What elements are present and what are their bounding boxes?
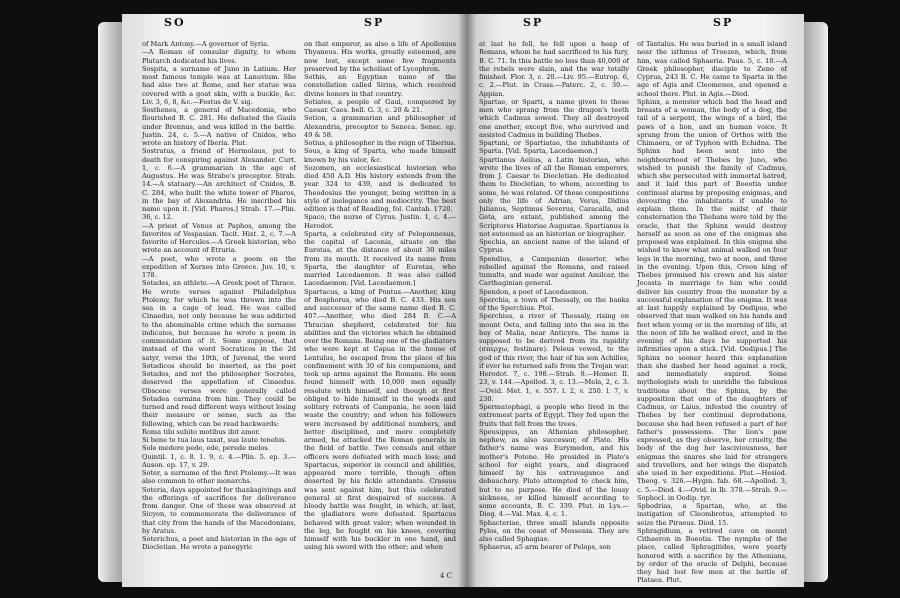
entry-paragraph: Sozomen, an ecclesiastical historian who died 450 A.D. His history extends from the year 324 to 439, and is dedicated to Theodosius the younger, being written in a style of inelegance and mediocrity. The best edition is that of Reading, fol. Cantab. 1720. xyxy=(304,163,456,213)
left-page-header-right: SP xyxy=(364,16,385,29)
entry-paragraph: Sperchia, a town of Thessaly, on the banks of the Sperchius. Ptol. xyxy=(479,295,629,312)
left-page-header-left: SO xyxy=(164,16,186,29)
book-gutter xyxy=(458,14,476,587)
entry-paragraph: of Tantalus. He was buried in a small island near the isthmus of Troezen, which, from him, was called Sphaeria. Paus. 5, c. 10.—A Greek philosopher, disciple to Zeno of Cyprus, 243 B. C. He came to Sparta in the age of Agis and Cleomenes, and opened a school there. Plut. in Agis.—Diod. xyxy=(637,40,787,98)
entry-paragraph: Sphodrias, a Spartan, who, at the instigation of Cleombrotus, attempted to seize the Piraeus. Diod. 15. xyxy=(637,502,787,527)
entry-paragraph: Sparta, a celebrated city of Peloponnesus, the capital of Laconia, situate on the Eurotas, at the distance of about 30 miles from its mouth. It received its name from Sparta, the daughter of Eurotas, who married Lacedaemon. It was also called Lacedaemon. [Vid. Lacedaemon.] xyxy=(304,229,456,288)
left-page-signature: 4 C xyxy=(440,572,453,580)
entry-paragraph: —A priest of Venus at Paphos, among the favorites of Vespasian. Tacit. Hist. 2, c. 7.—A favorite of Hercules.—A Greek historian, who wrote an account of Etruria. xyxy=(142,221,296,255)
entry-paragraph: Si bene te tua laus taxat, sua laute tenebis. xyxy=(142,436,287,444)
entry-paragraph: Spaco, the nurse of Cyrus. Justin. 1, c. 4.—Herodot. xyxy=(304,213,456,230)
entry-paragraph: Sostratus, a friend of Hermolaus, put to death for conspiring against Alexander. Curt. 1, c. 6.—A grammarian in the age of Augustus. He was Strabo's preceptor. Strab. 14.—A statuary.—An architect of Cnidos, B. C. 284, who built the white tower of Pharos, in the bay of Alexandria. He inscribed his name upon it. [Vid. Pharos.] Strab. 17.—Plin. 36, c. 12. xyxy=(142,147,296,222)
entry-paragraph: Sphinx, a monster which had the head and breasts of a woman, the body of a dog, the tail of a serpent, the wings of a bird, the paws of a lion, and an human voice. It sprang from the union of Orthos with the Chimaera, or of Typhon with Echidna. The Sphinx had been sent into the neighbourhood of Thebes by Juno, who wished to punish the family of Cadmus, which she persecuted with immortal hatred, and it laid this part of Boeotia under continual alarms by proposing enigmas, and devouring the inhabitants if unable to explain them. In the midst of their consternation the Thebans were told by the oracle, that the Sphinx would destroy herself as soon as one of the enigmas she proposed was explained. In this enigma she wished to know what animal walked on four legs in the morning, two at noon, and three in the evening. Upon this, Creon king of Thebes promised his crown and his sister Jocasta in marriage to him who could deliver his country from the monster by a successful explanation of the enigma. It was at last happily explained by Oedipus, who observed that man walked on his hands and feet when young or in the morning of life, at the noon of life he walked erect, and in the evening of his days he supported his infirmities upon a stick. [Vid. Oedipus.] The Sphinx no sooner heard this explanation than she dashed her head against a rock, and immediately expired. Some mythologists wish to unriddle the fabulous traditions about the Sphinx, by the supposition that one of the daughters of Cadmus, or Laius, infested the country of Thebes by her continual depredations, because she had been refused a part of her father's possessions. The lion's paw expressed, as they observe, her cruelty, the body of the dog her lasciviousness, her enigmas the snares she laid for strangers and travellers, and her wings the dispatch she used in her expeditions. Plut.—Hesiod. Theog. v. 326.—Hygin. fab. 68.—Apollod. 3, c. 5.—Diod. 4.—Ovid. in Ib. 378.—Strab. 9.—Sophocl. in Oedip. tyr. xyxy=(637,97,787,502)
right-page-column-1 xyxy=(479,40,629,576)
entry-paragraph: Spermatophagi, a people who lived in the extremest parts of Egypt. They fed upon the fruits that fell from the trees. xyxy=(479,403,629,428)
entry-paragraph: Spartacus, a king of Pontus.—Another, king of Bosphorus, who died B. C. 433. His son and successor of the same name died B. C. 407.—Another, who died 284 B. C.—A Thracian shepherd, celebrated for his abilities and the victories which he obtained over the Romans. Being one of the gladiators who were kept at Capua in the house of Lentulus, he escaped from the place of his confinement with 30 of his companions, and took up arms against the Romans. He soon found himself with 10,000 men equally resolute with himself, and though at first obliged to hide himself in the woods and solitary retreats of Campania, he soon laid waste the country; and when his followers were increased by additional numbers, and better disciplined, and more completely armed, he attacked the Roman generals in the field of battle. Two consuls and other officers were defeated with much loss; and Spartacus, superior in council and abilities, appeared more terrible, though often deserted by his fickle attendants. Crassus was sent against him, but this celebrated general at first despaired of success. A bloody battle was fought, in which, at last, the gladiators were defeated. Spartacus behaved with great valor; when wounded in the leg, he fought on his knees, covering himself with his buckler in one hand, and using his sword with the other; and when xyxy=(304,287,456,552)
entry-paragraph: Spechia, an ancient name of the island of Cyprus. xyxy=(479,238,629,255)
entry-paragraph: Sotades, an athlete.—A Greek poet of Thrace. He wrote verses against Philadelphus Ptolemy, for which he was thrown into the sea in a cage of lead. He was called Cinaedus, not only because he was addicted to the abominable crime which the surname indicates, but because he wrote a poem in commendation of it. Some suppose, that instead of the word Socraticos in the 2d satyr, verse the 10th, of Juvenal, the word Sotadicos should be inserted, as the poet Sotades, and not the philosopher Socrates, deserved the appellation of Cinaedus. Obscene verses were generally called Sotadea carmina from him. They could be turned and read different ways without losing their measure or sense, such as the following, which can be read backwards: xyxy=(142,279,296,428)
entry-paragraph: Spartianus Aelius, a Latin historian, who wrote the lives of all the Roman emperors, from J. Caesar to Diocletian. He dedicated them to Diocletian, to whom, according to some, he was related. Of these compositions only the life of Adrian, Verus, Didius Julianus, Septimus Severus, Caracalla, and Geta, are extant, published among the Scriptores Historiae Augustae. Spartianus is not esteemed as an historian or biographer. xyxy=(479,155,629,238)
entry-paragraph: Soterichus, a poet and historian in the age of Diocletian. He wrote a panegyric xyxy=(142,535,296,552)
entry-paragraph: —A Roman of consular dignity, to whom Plutarch dedicated his lives. xyxy=(142,48,296,65)
entry-paragraph: of Mark Antony.—A governor of Syria. xyxy=(142,40,270,48)
entry-paragraph: Sotion, a grammarian and philosopher of Alexandria, preceptor to Seneca. Senec. ep. 49 & 58. xyxy=(304,114,456,139)
entry-paragraph: Sperchius, a river of Thessaly, rising on mount Oeta, and falling into the sea in the bay of Malia, near Anticyra. The name is supposed to be derived from its rapidity (σπερχω, festinare). Peleus vowed, to the god of this river, the hair of his son Achilles, if ever he returned safe from the Trojan war. Herodot. 7, c. 198.—Strab. 9.—Homer. Il. 23, v. 144.—Apollod. 3, c. 13.—Mela, 2, c. 3.—Ovid. Met. 1, v. 557. l. 2, v. 250. l. 7, v. 230. xyxy=(479,312,629,403)
entry-paragraph: Sphacteriae, three small islands opposite Pylos, on the coast of Messenia. They are also called Sphagiae. xyxy=(479,518,629,543)
entry-paragraph: Sole medere pede, ede, perede melos. xyxy=(142,444,270,453)
right-page-header-right: SP xyxy=(713,16,734,29)
entry-paragraph: Roma tibi subito motibus ibit amor. xyxy=(142,427,260,436)
left-page xyxy=(122,14,467,587)
entry-paragraph: Spartani, or Spartiatae, the inhabitants of Sparta. [Vid. Sparta, Lacedaemon.] xyxy=(479,139,629,156)
entry-paragraph: Sospita, a surname of Juno in Latium. Her most famous temple was at Lanuvium. She had also two at Rome, and her statue was covered with a goat skin, with a buckle, &c. Liv. 3, 6, 8, &c.—Festus de V. sig. xyxy=(142,64,296,106)
entry-paragraph: Sotiates, a people of Gaul, conquered by Caesar. Caes. bell. G. 3, c. 20 & 21. xyxy=(304,97,456,114)
entry-paragraph: Soteria, days appointed for thanksgivings and the offerings of sacrifices for deliverance from danger. One of these was observed at Sicyon, to commemorate the deliverance of that city from the hands of the Macedonians, by Aratus. xyxy=(142,485,296,535)
left-page-column-2 xyxy=(304,40,456,576)
left-page-column-1 xyxy=(142,40,296,576)
right-page-edges xyxy=(800,22,828,582)
entry-paragraph: Spendius, a Campanian deserter, who rebelled against the Romans, and raised tumults, and made war against Amilcar, the Carthaginian general. xyxy=(479,254,629,288)
entry-paragraph: Sotius, a philosopher in the reign of Tiberius. xyxy=(304,139,456,147)
entry-paragraph: Spartae, or Sparti, a name given to those men who sprang from the dragon's teeth which Cadmus sowed. They all destroyed one another, except five, who survived and assisted Cadmus in building Thebes. xyxy=(479,97,629,139)
entry-paragraph: Sphaerus, a5 arm bearer of Pelops, son xyxy=(479,543,611,552)
entry-paragraph: Spendon, a poet of Lacedaemon. xyxy=(479,287,589,296)
entry-paragraph: Sosthenes, a general of Macedonia, who flourished B. C. 281. He defeated the Gauls under Brennus, and was killed in the battle. Justin. 24, c. 5.—A native of Cnidos, who wrote an history of Iberia. Plut. xyxy=(142,106,296,147)
entry-paragraph: —A poet, who wrote a poem on the expedition of Xerxes into Greece. Juv. 10, v. 178. xyxy=(142,254,296,279)
entry-paragraph: Sphragidium, a retired cave on mount Cithaeron in Boeotia. The nymphs of the place, called Sphragitides, were yearly honored with a sacrifice by the Athenians, by order of the oracle of Delphi, because they had lost few men at the battle of Plataea. Plut. xyxy=(637,526,787,585)
right-page-column-2 xyxy=(637,40,787,585)
entry-paragraph: Quintil. 1, c. 8. 1. 9, c. 4.—Plin. 5. ep. 3.—Auson. ep. 17, v. 29. xyxy=(142,452,296,469)
entry-paragraph: at last he fell, he fell upon a heap of Romans, whom he had sacrificed to his fury, B. C. 71. In this battle no less than 40,000 of the rebels were slain, and the war totally finished. Flor. 3, c. 20.—Liv. 95.—Eutrop. 6, c. 2.—Plut. in Crass.—Paterc. 2, c. 30.—Appian. xyxy=(479,40,629,98)
entry-paragraph: Sous, a king of Sparta, who made himself known by his valor, &c. xyxy=(304,147,456,164)
entry-paragraph: Sothis, an Egyptian name of the constellation called Sirius, which received divine honors in that country. xyxy=(304,73,456,98)
right-page-header-left: SP xyxy=(523,16,544,29)
entry-paragraph: Soter, a surname of the first Ptolemy.—It was also common to other monarchs. xyxy=(142,469,296,486)
entry-paragraph: on that emperor, as also a life of Apollonius Thyaneus. His works, greatly esteemed, are now lost, except some few fragments preserved by the scholiast of Lycophron. xyxy=(304,40,456,73)
entry-paragraph: Speusippus, an Athenian philosopher, nephew, as also successor, of Plato. His father's name was Eurymedon, and his mother's Potone. He presided in Plato's school for eight years, and disgraced himself by his extravagance and debauchery. Plato attempted to check him, but to no purpose. He died of the lousy sickness, or killed himself according to some accounts, B. C. 339. Plut. in Lys.—Diog. 4.—Val. Max. 4, c. 1. xyxy=(479,427,629,519)
right-page xyxy=(467,14,804,587)
